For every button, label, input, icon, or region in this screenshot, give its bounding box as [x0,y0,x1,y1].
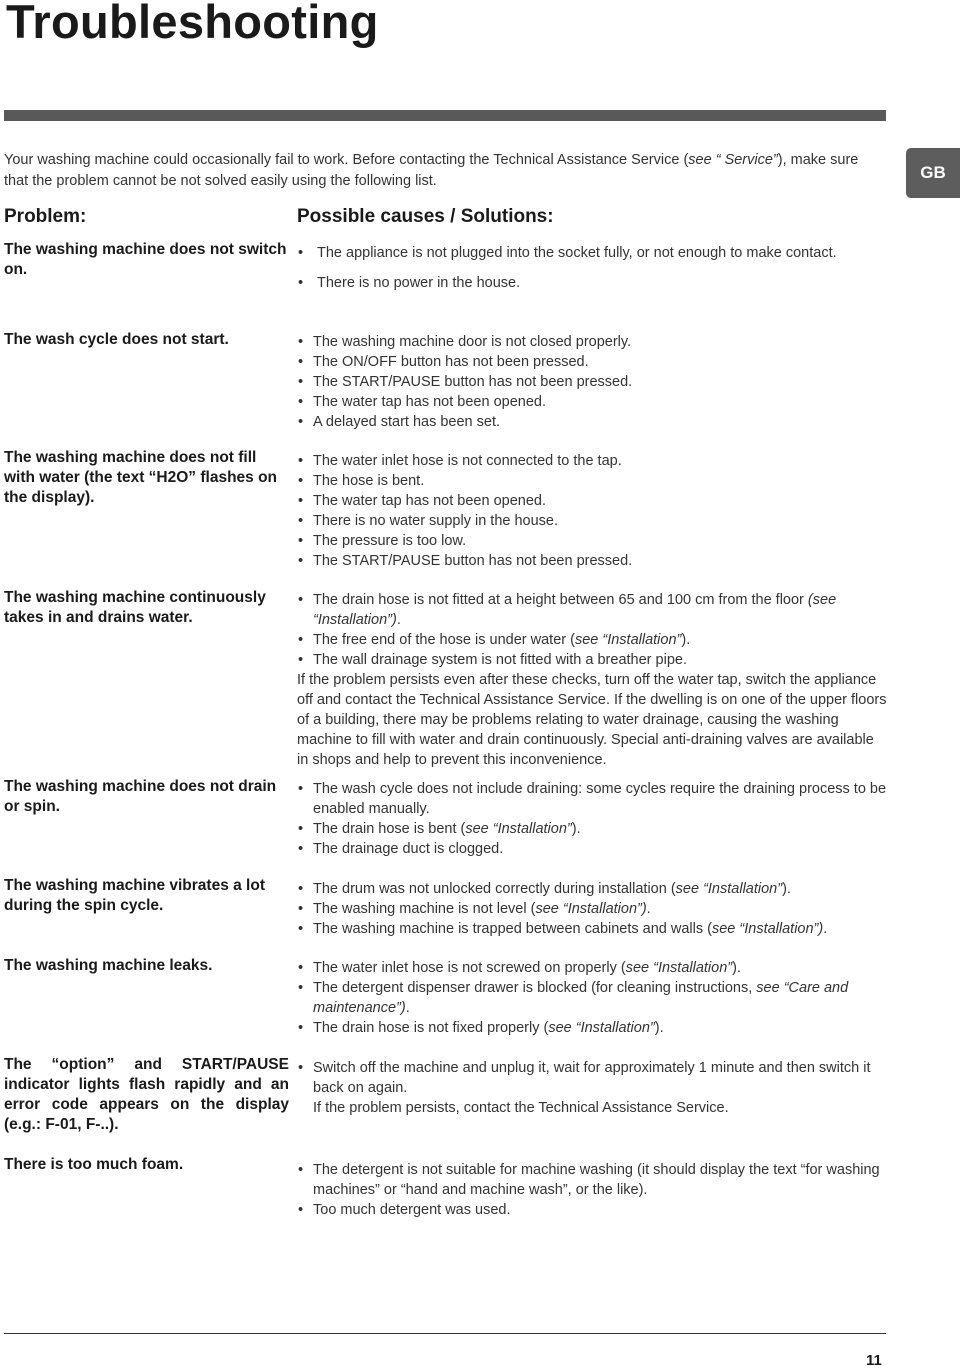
problem-cycle-not-start: The wash cycle does not start. [4,331,229,348]
footer-rule [4,1333,886,1334]
cause-item: • There is no water supply in the house. [297,511,889,531]
problem-no-switch-on: The washing machine does not switch on. [4,241,287,278]
cause-item: • The drain hose is not fixed properly (see “Installation”). [297,1018,889,1038]
cause-item: • The water tap has not been opened. [297,491,889,511]
installation-ref: see “Installation” [574,632,682,648]
problem-column-header: Problem: [4,206,87,227]
cause-item: • The hose is bent. [297,471,889,491]
problem-leaks: The washing machine leaks. [4,957,213,974]
intro-paragraph [4,150,884,192]
cause-item: • There is no power in the house. [297,273,889,293]
cause-item: • The washing machine is not level (see “Installation”). [297,899,889,919]
causes-continuous-fill-drain [297,590,889,670]
problem-error-code: The “option” and START/PAUSE indicator lights flash rapidly and an error code appears on the display (e.g.: F-01, F-..). [4,1056,289,1133]
cause-item: • The appliance is not plugged into the socket fully, or not enough to make contact. [297,243,889,263]
cause-item: • Switch off the machine and unplug it, wait for approximately 1 minute and then switch it back on again. [297,1058,889,1098]
cause-item: • The drainage duct is clogged. [297,839,889,859]
installation-ref: see “Installation” [675,881,783,897]
cause-item: • The drain hose is not fitted at a height between 65 and 100 cm from the floor (see “Installation”). [297,590,889,630]
cause-item: • The ON/OFF button has not been pressed. [297,352,889,372]
intro-text-end: ), make sure that the problem cannot be not solved easily using the following list. [4,152,859,189]
cause-item: • The detergent is not suitable for machine washing (it should display the text “for washing machines” or “hand and machine wash”, or the like). [297,1160,889,1200]
cause-item: • The pressure is too low. [297,531,889,551]
cause-item: • The START/PAUSE button has not been pressed. [297,551,889,571]
cause-item: • The drain hose is bent (see “Installation”). [297,819,889,839]
intro-see: see [688,152,712,168]
care-maintenance-ref: see “Care and maintenance”) [313,980,849,1016]
installation-ref: (see “Installation”) [313,592,837,628]
cause-item: • The detergent dispenser drawer is blocked (for cleaning instructions, see “Care and maintenance”). [297,978,889,1018]
solutions-column-header: Possible causes / Solutions: [297,206,554,227]
cause-item: • The water tap has not been opened. [297,392,889,412]
problem-no-fill: The washing machine does not fill with water (the text “H2O” flashes on the display). [4,449,278,506]
page-number: 11 [866,1352,882,1369]
title-divider-bar [4,110,886,121]
installation-ref: see “Installation” [548,1020,655,1036]
language-tab: GB [906,148,960,198]
cause-item: • The water inlet hose is not connected to the tap. [297,451,889,471]
problem-no-drain-spin: The washing machine does not drain or spin. [4,778,277,815]
cause-item: • Too much detergent was used. [297,1200,889,1220]
causes-error-code [297,1058,889,1098]
cause-item: • The START/PAUSE button has not been pressed. [297,372,889,392]
installation-ref: see “Installation”) [711,921,824,937]
cause-item: • The wall drainage system is not fitted with a breather pipe. [297,650,889,670]
cause-item: • A delayed start has been set. [297,412,889,432]
causes-no-drain-spin [297,779,889,859]
cause-item: • The wash cycle does not include draining: some cycles require the draining process to be enabled manually. [297,779,889,819]
cause-item: • The drum was not unlocked correctly during installation (see “Installation”). [297,879,889,899]
intro-service-ref: “ Service” [711,152,778,168]
cause-item: • The water inlet hose is not screwed on properly (see “Installation”). [297,958,889,978]
problem-continuous-fill-drain: The washing machine continuously takes in and drains water. [4,589,266,626]
cause-item: • The washing machine door is not closed properly. [297,332,889,352]
causes-no-switch-on [297,243,889,293]
note-error-code: If the problem persists, contact the Technical Assistance Service. [313,1100,729,1116]
causes-cycle-not-start [297,332,889,432]
page-title: Troubleshooting [6,0,379,48]
causes-too-much-foam [297,1160,889,1220]
intro-text-start: Your washing machine could occasionally fail to work. Before contacting the Technical Assistance Service ( [4,152,689,168]
note-continuous-fill-drain: If the problem persists even after these checks, turn off the water tap, switch the appliance off and contact the Technical Assistance Service. If the dwelling is on one of the upper floors of a building, there may be problems relating to water drainage, causing the washing machine to fill with water and drain continuously. Special anti-draining valves are available in shops and help to prevent this inconvenience. [297,672,887,768]
problem-vibrates: The washing machine vibrates a lot during the spin cycle. [4,877,265,914]
cause-item: • The free end of the hose is under water (see “Installation”). [297,630,889,650]
cause-item: • The washing machine is trapped between cabinets and walls (see “Installation”). [297,919,889,939]
causes-vibrates [297,879,889,939]
causes-no-fill [297,451,889,571]
installation-ref: see “Installation”) [535,901,647,917]
problem-too-much-foam: There is too much foam. [4,1156,184,1173]
installation-ref: see “Installation” [625,960,733,976]
causes-leaks [297,958,889,1038]
installation-ref: see “Installation” [465,821,572,837]
